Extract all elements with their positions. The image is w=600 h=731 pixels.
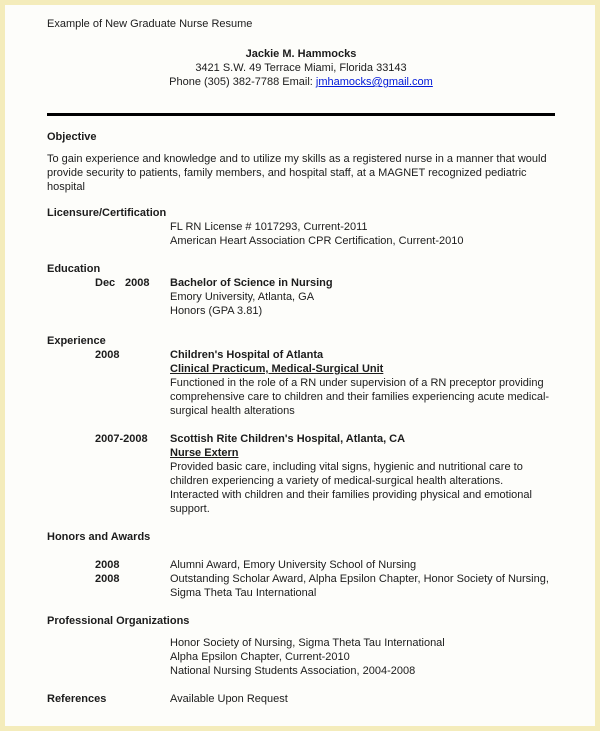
job-description: Provided basic care, including vital signs, hygienic and nutritional care to children experiencing a variety of medical-surgical health alterations. Interacted with children and their families providing physical and emotional support. xyxy=(170,461,532,515)
education-date xyxy=(47,276,170,290)
award-row xyxy=(47,558,555,572)
section-title-education: Education xyxy=(47,263,101,275)
objective-body: To gain experience and knowledge and to utilize my skills as a registered nurse in a manner that would provide security to patients, family members, and hospital staff, at a MAGNET recognized pediatric hospital xyxy=(47,153,547,193)
candidate-name: Jackie M. Hammocks xyxy=(245,48,357,60)
section-title-experience: Experience xyxy=(47,335,106,347)
header-divider xyxy=(47,113,555,116)
job-date: 2008 xyxy=(95,349,120,361)
job-role: Nurse Extern xyxy=(170,447,239,459)
experience-job xyxy=(47,348,555,418)
award-date: 2008 xyxy=(95,559,120,571)
job-role: Clinical Practicum, Medical-Surgical Unit xyxy=(170,363,384,375)
organization-line: National Nursing Students Association, 2004-2008 xyxy=(170,665,416,677)
education-degree: Bachelor of Science in Nursing xyxy=(170,277,333,289)
page-caption: Example of New Graduate Nurse Resume xyxy=(47,18,253,30)
licensure-line: American Heart Association CPR Certification, Current-2010 xyxy=(170,235,464,247)
contact-block xyxy=(47,47,555,89)
email-link[interactable]: jmhamocks@gmail.com xyxy=(315,76,433,88)
organization-line: Honor Society of Nursing, Sigma Theta Tau International xyxy=(170,637,445,649)
education-row xyxy=(47,276,555,318)
award-date: 2008 xyxy=(95,573,120,585)
licensure-line: FL RN License # 1017293, Current-2011 xyxy=(170,221,368,233)
section-title-licensure: Licensure/Certification xyxy=(47,207,167,219)
job-details xyxy=(170,348,555,418)
education-details xyxy=(170,276,555,318)
references-text: Available Upon Request xyxy=(170,693,288,705)
job-description: Functioned in the role of a RN under supervision of a RN preceptor providing comprehensive care to children and their families experiencing acute medical-surgical health alterations xyxy=(170,377,550,417)
organization-line: Alpha Epsilon Chapter, Current-2010 xyxy=(170,651,350,663)
job-employer: Scottish Rite Children's Hospital, Atlanta, CA xyxy=(170,433,406,445)
education-month: Dec xyxy=(95,277,116,289)
education-honors: Honors (GPA 3.81) xyxy=(170,305,263,317)
award-text: Alumni Award, Emory University School of Nursing xyxy=(170,559,417,571)
job-employer: Children's Hospital of Atlanta xyxy=(170,349,324,361)
section-title-honors: Honors and Awards xyxy=(47,531,151,543)
section-title-objective: Objective xyxy=(47,131,97,143)
job-date: 2007-2008 xyxy=(95,433,148,445)
resume-page xyxy=(5,5,595,726)
job-details xyxy=(170,432,555,516)
section-title-references: References xyxy=(47,693,107,705)
candidate-address: 3421 S.W. 49 Terrace Miami, Florida 33143 xyxy=(195,62,407,74)
education-year: 2008 xyxy=(125,277,150,289)
award-row xyxy=(47,572,555,600)
education-school: Emory University, Atlanta, GA xyxy=(170,291,315,303)
phone-email-label: Phone (305) 382-7788 Email: xyxy=(169,76,316,88)
section-title-organizations: Professional Organizations xyxy=(47,615,190,627)
experience-job xyxy=(47,432,555,516)
award-text: Outstanding Scholar Award, Alpha Epsilon Chapter, Honor Society of Nursing, Sigma Theta Tau International xyxy=(170,573,549,599)
references-row xyxy=(47,692,555,706)
candidate-phone-email xyxy=(47,75,555,89)
